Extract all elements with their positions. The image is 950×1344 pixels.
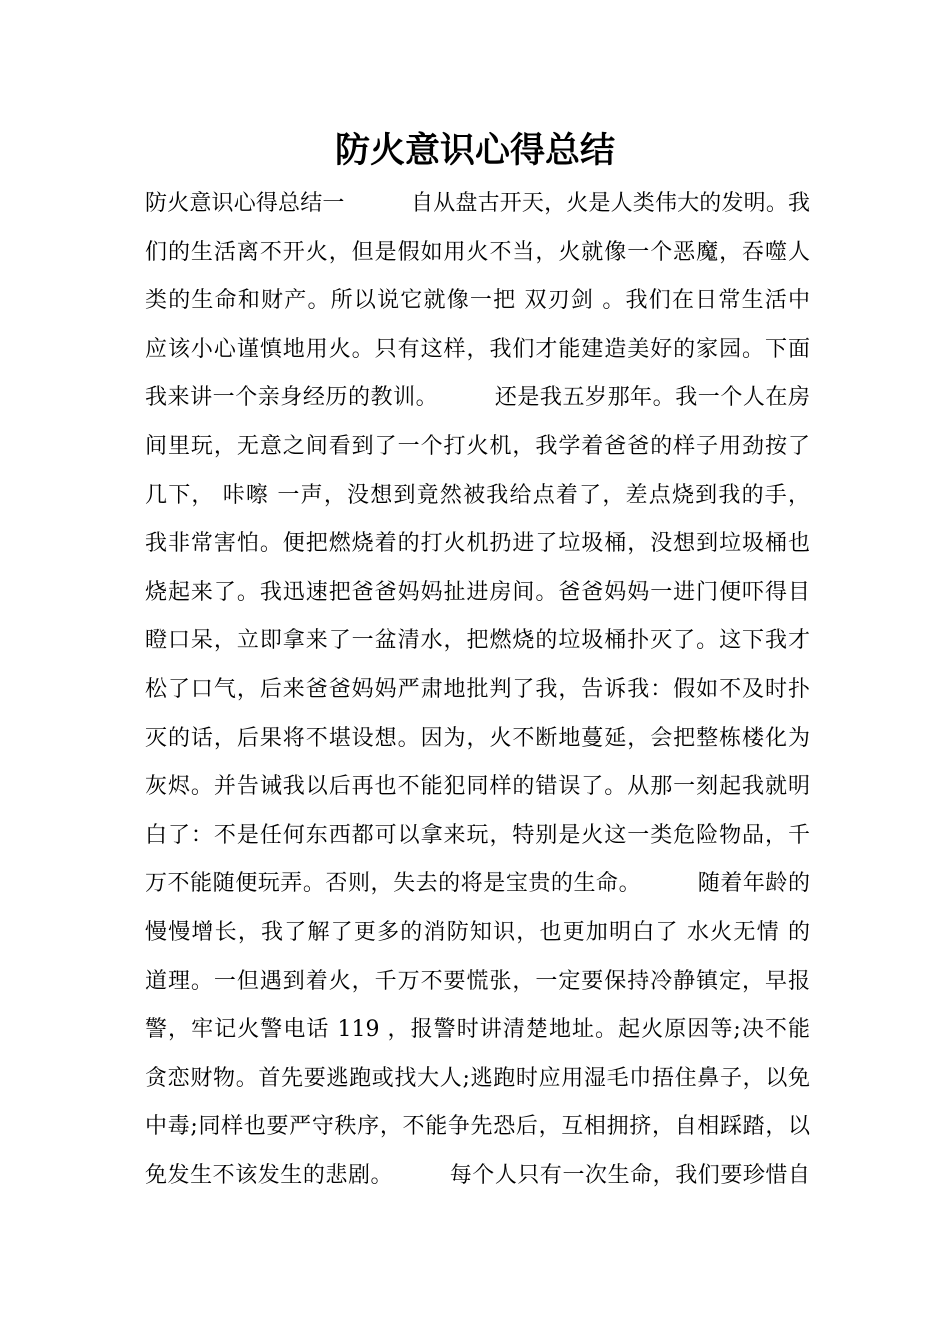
text-line: 灰烬。并告诫我以后再也不能犯同样的错误了。从那一刻起我就明 [145, 774, 810, 800]
text-line: 防火意识心得总结一 自从盘古开天，火是人类伟大的发明。我 [145, 191, 810, 216]
text-line: 免发生不该发生的悲剧。 每个人只有一次生命，我们要珍惜自 [145, 1162, 810, 1188]
text-line: 烧起来了。我迅速把爸爸妈妈扯进房间。爸爸妈妈一进门便吓得目 [145, 579, 810, 605]
text-line: 道理。一但遇到着火，千万不要慌张，一定要保持冷静镇定，早报 [145, 968, 810, 994]
text-line: 们的生活离不开火，但是假如用火不当，火就像一个恶魔，吞噬人 [145, 239, 810, 265]
text-line: 应该小心谨慎地用火。只有这样，我们才能建造美好的家园。下面 [145, 336, 810, 362]
text-line: 贪恋财物。首先要逃跑或找大人;逃跑时应用湿毛巾捂住鼻子，以免 [145, 1065, 810, 1091]
text-line: 类的生命和财产。所以说它就像一把 双刃剑 。我们在日常生活中 [145, 288, 810, 314]
text-line: 几下， 咔嚓 一声，没想到竟然被我给点着了，差点烧到我的手， [145, 482, 810, 508]
text-line: 万不能随便玩弄。否则，失去的将是宝贵的生命。 随着年龄的 [145, 871, 810, 897]
text-line: 警，牢记火警电话 119 ，报警时讲清楚地址。起火原因等;决不能 [145, 1017, 810, 1043]
text-line: 中毒;同样也要严守秩序，不能争先恐后，互相拥挤，自相踩踏，以 [145, 1114, 810, 1140]
text-line: 我非常害怕。便把燃烧着的打火机扔进了垃圾桶，没想到垃圾桶也 [145, 531, 810, 557]
text-line: 瞪口呆，立即拿来了一盆清水，把燃烧的垃圾桶扑灭了。这下我才 [145, 628, 810, 654]
document-body [145, 180, 810, 1200]
text-line: 慢慢增长，我了解了更多的消防知识，也更加明白了 水火无情 的 [145, 919, 810, 945]
document-title: 防火意识心得总结 [334, 131, 615, 171]
text-line: 灭的话，后果将不堪设想。因为，火不断地蔓延，会把整栋楼化为 [145, 725, 810, 751]
text-line: 白了：不是任何东西都可以拿来玩，特别是火这一类危险物品，千 [145, 822, 810, 848]
text-line: 间里玩，无意之间看到了一个打火机，我学着爸爸的样子用劲按了 [145, 433, 810, 459]
text-line: 我来讲一个亲身经历的教训。 还是我五岁那年。我一个人在房 [145, 385, 810, 411]
text-line: 松了口气，后来爸爸妈妈严肃地批判了我，告诉我：假如不及时扑 [145, 676, 810, 702]
